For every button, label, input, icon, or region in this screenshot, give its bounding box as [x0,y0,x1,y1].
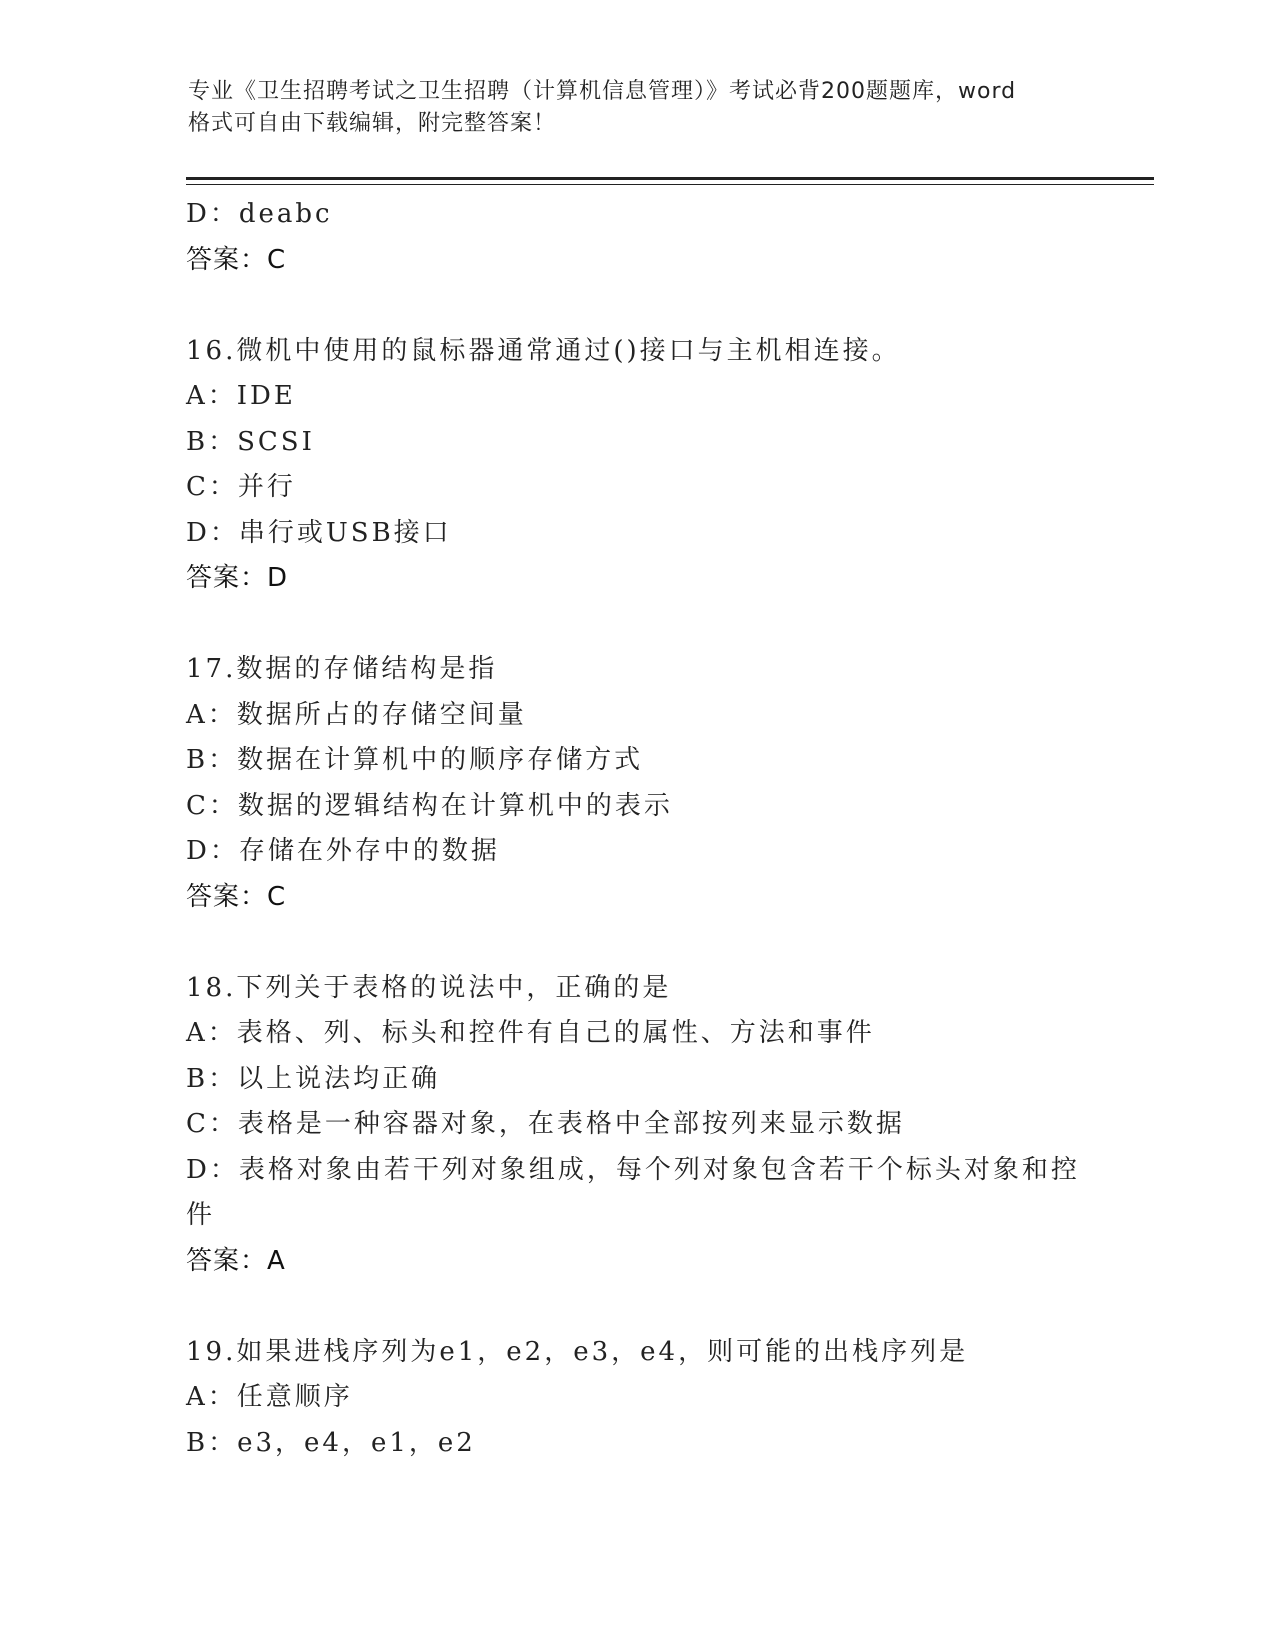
answer-line: 答案：A [186,1245,286,1276]
option-b: B：SCSI [186,426,315,457]
question-spacer [186,920,1086,966]
question-stem: 18.下列关于表格的说法中，正确的是 [186,972,672,1003]
option-d: D：串行或USB接口 [186,517,452,548]
option-b: B：以上说法均正确 [186,1063,441,1094]
question-spacer [186,1284,1086,1330]
header-title-line-1: 专业《卫生招聘考试之卫生招聘（计算机信息管理）》考试必背200题题库，word [188,79,1017,104]
question-list [186,192,1086,1466]
header-divider-thick [186,177,1154,180]
question-stem: 19.如果进栈序列为e1，e2，e3，e4，则可能的出栈序列是 [186,1336,969,1367]
header-title-line-2: 格式可自由下载编辑，附完整答案！ [188,111,557,136]
question-17 [186,647,1086,920]
option-c: C：表格是一种容器对象，在表格中全部按列来显示数据 [186,1109,905,1139]
option-d: D：存储在外存中的数据 [186,836,500,866]
option-a: A：表格、列、标头和控件有自己的属性、方法和事件 [186,1018,875,1048]
question-spacer [186,602,1086,648]
answer-line: 答案：C [186,244,287,275]
question-15-tail [186,192,1086,283]
option-a: A：IDE [186,381,296,411]
question-16 [186,329,1086,602]
option-a: A：任意顺序 [186,1382,353,1412]
option-a: A：数据所占的存储空间量 [186,699,527,730]
answer-line: 答案：C [186,881,287,912]
question-18 [186,966,1086,1285]
option-d: D：deabc [186,199,333,229]
document-header [188,76,1088,140]
option-d: D：表格对象由若干列对象组成，每个列对象包含若干个标头对象和控件 [186,1154,1080,1230]
answer-line: 答案：D [186,563,289,593]
option-c: C：数据的逻辑结构在计算机中的表示 [186,790,673,821]
question-stem: 16.微机中使用的鼠标器通常通过()接口与主机相连接。 [186,335,901,366]
header-divider-thin [186,184,1154,185]
question-19 [186,1330,1086,1467]
option-c: C：并行 [186,472,296,502]
option-b: B：数据在计算机中的顺序存储方式 [186,745,644,775]
question-spacer [186,283,1086,329]
option-b: B：e3，e4，e1，e2 [186,1427,476,1458]
question-stem: 17.数据的存储结构是指 [186,654,498,684]
